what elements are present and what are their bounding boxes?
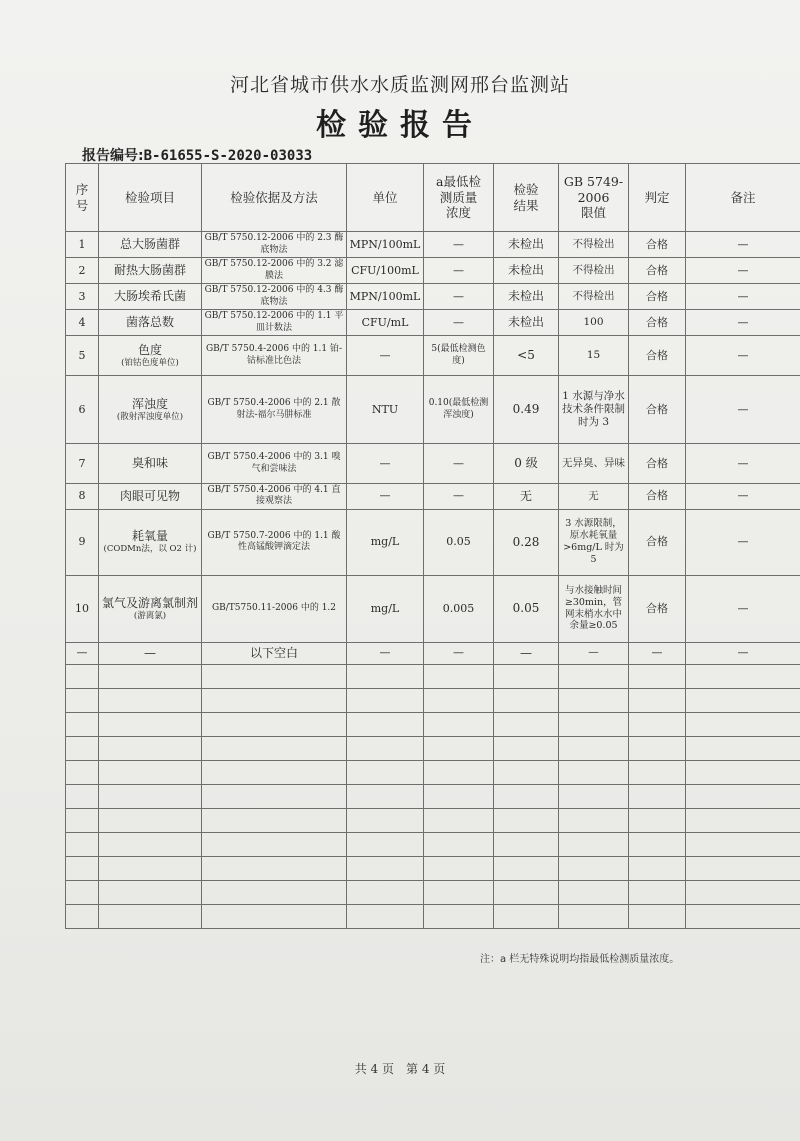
empty-cell [202,736,347,760]
empty-cell [494,736,559,760]
empty-row [66,808,800,832]
empty-cell [686,808,800,832]
col-seq: 序 号 [66,164,99,232]
empty-cell [202,832,347,856]
report-number-label: 报告编号: [82,148,144,164]
empty-cell [629,880,686,904]
empty-cell [347,904,424,928]
report-number [82,145,312,165]
table-row: 2 耐热大肠菌群 GB/T 5750.12-2006 中的 3.2 滤膜法 CFU/100mL — 未检出 不得检出 合格 — [66,258,800,284]
empty-cell [202,856,347,880]
empty-cell [559,688,629,712]
empty-row [66,904,800,928]
empty-cell [424,880,494,904]
empty-cell [494,904,559,928]
empty-cell [629,808,686,832]
empty-cell [99,832,202,856]
table-row: — — 以下空白 — — — — — — [66,642,800,664]
empty-cell [494,784,559,808]
empty-row [66,832,800,856]
empty-cell [686,736,800,760]
empty-cell [347,664,424,688]
empty-cell [66,712,99,736]
col-method: 检验依据及方法 [202,164,347,232]
empty-cell [559,760,629,784]
empty-cell [559,736,629,760]
empty-cell [66,856,99,880]
empty-cell [202,688,347,712]
empty-cell [424,904,494,928]
empty-cell [347,832,424,856]
empty-cell [66,664,99,688]
empty-cell [686,880,800,904]
empty-cell [424,760,494,784]
empty-cell [347,856,424,880]
empty-cell [66,784,99,808]
empty-cell [424,808,494,832]
empty-cell [424,688,494,712]
col-min-conc: a最低检 测质量 浓度 [424,164,494,232]
col-unit: 单位 [347,164,424,232]
empty-cell [494,688,559,712]
empty-cell [99,808,202,832]
empty-cell [629,832,686,856]
empty-cell [66,808,99,832]
col-verdict: 判定 [629,164,686,232]
empty-cell [424,664,494,688]
empty-cell [629,856,686,880]
empty-cell [66,832,99,856]
empty-row [66,688,800,712]
results-table [65,163,800,929]
empty-cell [686,688,800,712]
empty-cell [202,808,347,832]
empty-cell [559,784,629,808]
empty-cell [99,712,202,736]
empty-cell [99,760,202,784]
document-title: 检验报告 [316,108,484,143]
empty-cell [686,904,800,928]
empty-cell [424,736,494,760]
empty-cell [559,712,629,736]
empty-cell [494,832,559,856]
empty-cell [629,784,686,808]
empty-cell [559,880,629,904]
empty-row [66,664,800,688]
table-row: 7 臭和味 GB/T 5750.4-2006 中的 3.1 嗅气和尝味法 — — 0 级 无异臭、异味 合格 — [66,444,800,484]
col-remark: 备注 [686,164,800,232]
col-result: 检验 结果 [494,164,559,232]
empty-cell [347,784,424,808]
empty-cell [99,856,202,880]
table-row: 1 总大肠菌群 GB/T 5750.12-2006 中的 2.3 酶底物法 MPN/100mL — 未检出 不得检出 合格 — [66,232,800,258]
empty-cell [202,664,347,688]
empty-row [66,880,800,904]
empty-cell [494,856,559,880]
empty-cell [202,880,347,904]
empty-cell [347,736,424,760]
empty-cell [629,736,686,760]
empty-cell [629,760,686,784]
empty-cell [686,856,800,880]
col-item: 检验项目 [99,164,202,232]
empty-cell [686,832,800,856]
table-footnote: 注：a 栏无特殊说明均指最低检测质量浓度。 [480,954,680,965]
empty-row [66,784,800,808]
empty-cell [686,760,800,784]
empty-cell [494,880,559,904]
empty-cell [494,712,559,736]
empty-cell [202,712,347,736]
empty-cell [202,904,347,928]
empty-row [66,760,800,784]
empty-cell [559,856,629,880]
col-limit: GB 5749- 2006 限值 [559,164,629,232]
empty-cell [347,760,424,784]
page-number: 共 4 页 第 4 页 [354,1062,446,1076]
empty-cell [66,736,99,760]
empty-cell [99,784,202,808]
empty-cell [99,880,202,904]
empty-cell [629,664,686,688]
table-row: 9 耗氧量 (CODMn法，以 O2 计) GB/T 5750.7-2006 中的 1.1 酸性高锰酸钾滴定法 mg/L 0.05 0.28 3 水源限制，原水耗氧量 >6mg/L 时为 5 合格 — [66,509,800,575]
table-row: 3 大肠埃希氏菌 GB/T 5750.12-2006 中的 4.3 酶底物法 MPN/100mL — 未检出 不得检出 合格 — [66,284,800,310]
empty-cell [424,856,494,880]
empty-cell [629,904,686,928]
empty-cell [494,664,559,688]
table-header-row [66,164,800,232]
empty-cell [347,712,424,736]
empty-cell [559,832,629,856]
empty-cell [202,784,347,808]
table-row: 4 菌落总数 GB/T 5750.12-2006 中的 1.1 平皿计数法 CFU/mL — 未检出 100 合格 — [66,310,800,336]
empty-cell [347,688,424,712]
empty-cell [66,688,99,712]
table-row: 6 浑浊度 (散射浑浊度单位) GB/T 5750.4-2006 中的 2.1 散射法-福尔马肼标准 NTU 0.10(最低检测浑浊度) 0.49 1 水源与净水技术条件限制时为 3 合格 — [66,376,800,444]
table-row: 10 氯气及游离氯制剂 (游离氯) GB/T5750.11-2006 中的 1.2 mg/L 0.005 0.05 与水接触时间≥30min，管网末梢水水中余量≥0.05 合格 — [66,575,800,642]
table-row: 5 色度 (铂钴色度单位) GB/T 5750.4-2006 中的 1.1 铂-钴标准比色法 — 5(最低检测色度) <5 15 合格 — [66,336,800,376]
empty-cell [66,760,99,784]
empty-cell [686,784,800,808]
report-number-value: B-61655-S-2020-03033 [143,148,313,164]
empty-cell [347,808,424,832]
empty-cell [99,736,202,760]
empty-cell [424,832,494,856]
empty-cell [424,784,494,808]
empty-cell [629,688,686,712]
empty-row [66,736,800,760]
empty-cell [202,760,347,784]
empty-cell [66,904,99,928]
empty-cell [686,664,800,688]
empty-cell [629,712,686,736]
empty-cell [686,712,800,736]
empty-cell [99,688,202,712]
empty-cell [99,664,202,688]
empty-row [66,712,800,736]
empty-cell [347,880,424,904]
empty-cell [559,904,629,928]
empty-cell [424,712,494,736]
organization-name: 河北省城市供水水质监测网邢台监测站 [229,74,570,96]
empty-cell [559,664,629,688]
empty-cell [494,808,559,832]
empty-row [66,856,800,880]
empty-cell [559,808,629,832]
empty-cell [99,904,202,928]
empty-cell [494,760,559,784]
empty-cell [66,880,99,904]
table-row: 8 肉眼可见物 GB/T 5750.4-2006 中的 4.1 直接观察法 — — 无 无 合格 — [66,484,800,510]
